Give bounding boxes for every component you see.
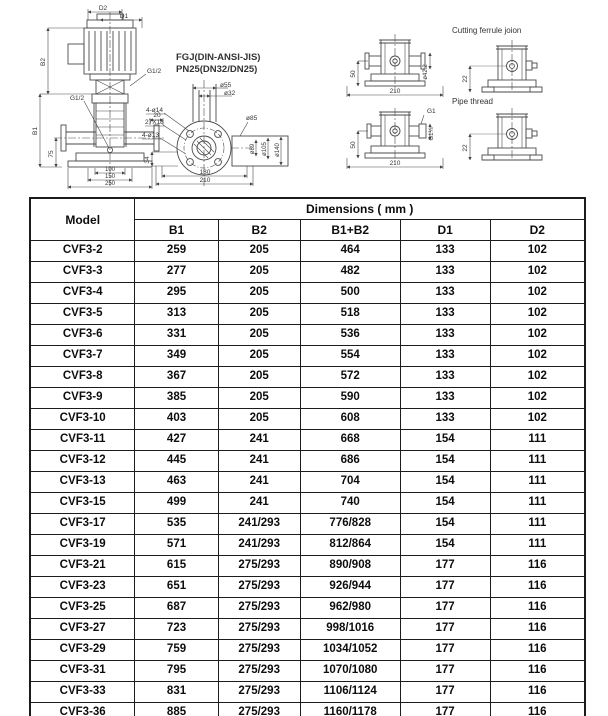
- b1b2-cell: 740: [300, 493, 400, 514]
- d1-cell: 177: [400, 640, 490, 661]
- b2-cell: 275/293: [218, 640, 300, 661]
- d2-cell: 102: [490, 388, 585, 409]
- dim-label-4o13: 4-ø13: [142, 132, 159, 139]
- b1-cell: 463: [135, 472, 218, 493]
- column-header-b2: B2: [218, 220, 300, 241]
- b1-cell: 723: [135, 619, 218, 640]
- table-row: [30, 262, 585, 283]
- b1b2-cell: 482: [300, 262, 400, 283]
- b1-cell: 535: [135, 514, 218, 535]
- d2-cell: 102: [490, 304, 585, 325]
- dim-label-c50: 50: [350, 141, 357, 149]
- table-row: [30, 556, 585, 577]
- table-row: [30, 493, 585, 514]
- d2-cell: 111: [490, 514, 585, 535]
- d1-cell: 154: [400, 535, 490, 556]
- b2-cell: 205: [218, 283, 300, 304]
- dimensions-table: [29, 197, 586, 716]
- table-row: [30, 409, 585, 430]
- d1-cell: 133: [400, 346, 490, 367]
- b1b2-cell: 704: [300, 472, 400, 493]
- d2-cell: 111: [490, 493, 585, 514]
- b1-cell: 651: [135, 577, 218, 598]
- table-row: [30, 325, 585, 346]
- dim-label-150: 150: [104, 174, 116, 180]
- model-cell: CVF3-31: [30, 661, 135, 682]
- b1-cell: 277: [135, 262, 218, 283]
- technical-drawings: [0, 0, 608, 197]
- model-cell: CVF3-36: [30, 703, 135, 716]
- column-header-b1: B1: [135, 220, 218, 241]
- model-cell: CVF3-7: [30, 346, 135, 367]
- dim-label-o89: ø89: [250, 143, 256, 155]
- d2-cell: 116: [490, 598, 585, 619]
- b1b2-cell: 776/828: [300, 514, 400, 535]
- dim-label-g1quarter: G1¼: [429, 127, 435, 141]
- b2-cell: 205: [218, 409, 300, 430]
- table-row: [30, 472, 585, 493]
- model-cell: CVF3-33: [30, 682, 135, 703]
- table-row: [30, 661, 585, 682]
- d1-cell: 133: [400, 283, 490, 304]
- b2-cell: 241: [218, 430, 300, 451]
- b2-cell: 205: [218, 346, 300, 367]
- table-row: [30, 703, 585, 716]
- dimensions-header: Dimensions ( mm ): [135, 198, 585, 220]
- d1-cell: 177: [400, 556, 490, 577]
- dim-label-75: 75: [48, 150, 55, 158]
- d2-cell: 102: [490, 367, 585, 388]
- dim-label-d22: 22: [462, 144, 469, 152]
- dim-label-o42: ø42.2: [423, 64, 429, 80]
- table-row: [30, 598, 585, 619]
- d1-cell: 177: [400, 619, 490, 640]
- b1b2-cell: 890/908: [300, 556, 400, 577]
- dim-label-b22: 22: [462, 75, 469, 83]
- d1-cell: 154: [400, 451, 490, 472]
- model-cell: CVF3-15: [30, 493, 135, 514]
- dim-label-o105: ø105: [262, 142, 268, 156]
- d2-cell: 111: [490, 451, 585, 472]
- dim-label-g-half-mid: G1/2: [70, 95, 85, 102]
- dim-label-o85: ø85: [246, 115, 258, 122]
- d1-cell: 177: [400, 661, 490, 682]
- d1-cell: 133: [400, 388, 490, 409]
- d2-cell: 116: [490, 703, 585, 716]
- model-cell: CVF3-23: [30, 577, 135, 598]
- b1b2-cell: 572: [300, 367, 400, 388]
- b1-cell: 615: [135, 556, 218, 577]
- model-cell: CVF3-9: [30, 388, 135, 409]
- dim-label-20: 20: [153, 112, 161, 119]
- cutting-ferrule-title: Cutting ferrule joion: [452, 26, 522, 35]
- table-row: [30, 367, 585, 388]
- b1-cell: 385: [135, 388, 218, 409]
- d2-cell: 116: [490, 556, 585, 577]
- table-row: [30, 619, 585, 640]
- model-cell: CVF3-27: [30, 619, 135, 640]
- b2-cell: 205: [218, 241, 300, 262]
- model-cell: CVF3-21: [30, 556, 135, 577]
- b1-cell: 331: [135, 325, 218, 346]
- d1-cell: 133: [400, 241, 490, 262]
- dimensions-table-header: [30, 198, 585, 241]
- b2-cell: 205: [218, 304, 300, 325]
- b1b2-cell: 1034/1052: [300, 640, 400, 661]
- d1-cell: 177: [400, 598, 490, 619]
- b1b2-cell: 1106/1124: [300, 682, 400, 703]
- b1b2-cell: 998/1016: [300, 619, 400, 640]
- table-row: [30, 535, 585, 556]
- flange-title-line2: PN25(DN32/DN25): [176, 64, 258, 75]
- model-cell: CVF3-5: [30, 304, 135, 325]
- d1-cell: 177: [400, 577, 490, 598]
- b1b2-cell: 554: [300, 346, 400, 367]
- dim-label-180: 180: [199, 169, 211, 176]
- model-cell: CVF3-8: [30, 367, 135, 388]
- b2-cell: 275/293: [218, 556, 300, 577]
- table-row: [30, 241, 585, 262]
- table-row: [30, 682, 585, 703]
- dim-label-b2: B2: [40, 58, 47, 66]
- d1-cell: 133: [400, 409, 490, 430]
- table-row: [30, 430, 585, 451]
- dim-label-o140: ø140: [275, 143, 281, 157]
- d1-cell: 177: [400, 682, 490, 703]
- b1b2-cell: 590: [300, 388, 400, 409]
- d2-cell: 111: [490, 430, 585, 451]
- d1-cell: 133: [400, 262, 490, 283]
- b2-cell: 275/293: [218, 703, 300, 716]
- b1b2-cell: 464: [300, 241, 400, 262]
- table-row: [30, 304, 585, 325]
- dim-label-g1: G1: [427, 108, 436, 115]
- dim-label-c210: 210: [389, 160, 401, 167]
- table-row: [30, 451, 585, 472]
- b2-cell: 241: [218, 451, 300, 472]
- b1-cell: 313: [135, 304, 218, 325]
- b1-cell: 445: [135, 451, 218, 472]
- d2-cell: 111: [490, 472, 585, 493]
- b2-cell: 205: [218, 262, 300, 283]
- table-row: [30, 283, 585, 304]
- b2-cell: 241/293: [218, 535, 300, 556]
- b1-cell: 795: [135, 661, 218, 682]
- dim-label-o55: ø55: [220, 82, 232, 89]
- b2-cell: 275/293: [218, 619, 300, 640]
- b1-cell: 349: [135, 346, 218, 367]
- dim-label-4o14: 4-ø14: [146, 107, 163, 114]
- table-row: [30, 577, 585, 598]
- b1-cell: 687: [135, 598, 218, 619]
- dim-label-250: 250: [104, 181, 116, 187]
- dim-label-27x18: 27X18: [145, 119, 164, 126]
- d1-cell: 177: [400, 703, 490, 716]
- d1-cell: 133: [400, 304, 490, 325]
- model-cell: CVF3-29: [30, 640, 135, 661]
- b1b2-cell: 518: [300, 304, 400, 325]
- b2-cell: 275/293: [218, 577, 300, 598]
- b2-cell: 275/293: [218, 598, 300, 619]
- model-cell: CVF3-2: [30, 241, 135, 262]
- flange-view-drawing: [142, 80, 288, 188]
- model-cell: CVF3-11: [30, 430, 135, 451]
- b2-cell: 275/293: [218, 661, 300, 682]
- b2-cell: 241/293: [218, 514, 300, 535]
- column-header-d1: D1: [400, 220, 490, 241]
- table-row: [30, 346, 585, 367]
- d2-cell: 102: [490, 283, 585, 304]
- model-column-header: Model: [30, 198, 135, 241]
- d1-cell: 154: [400, 514, 490, 535]
- d1-cell: 133: [400, 367, 490, 388]
- d2-cell: 102: [490, 262, 585, 283]
- b1-cell: 831: [135, 682, 218, 703]
- dim-label-a50: 50: [350, 70, 357, 78]
- b1b2-cell: 536: [300, 325, 400, 346]
- dim-label-g-half-top: G1/2: [147, 68, 162, 75]
- b1b2-cell: 926/944: [300, 577, 400, 598]
- d2-cell: 116: [490, 577, 585, 598]
- b1b2-cell: 686: [300, 451, 400, 472]
- b2-cell: 205: [218, 367, 300, 388]
- d1-cell: 154: [400, 493, 490, 514]
- b1b2-cell: 962/980: [300, 598, 400, 619]
- b2-cell: 205: [218, 325, 300, 346]
- b1b2-cell: 668: [300, 430, 400, 451]
- dim-label-34: 34: [144, 156, 151, 164]
- b1-cell: 403: [135, 409, 218, 430]
- dim-label-d2: D2: [98, 5, 108, 12]
- d2-cell: 116: [490, 619, 585, 640]
- b1-cell: 367: [135, 367, 218, 388]
- b1-cell: 885: [135, 703, 218, 716]
- dim-label-a210: 210: [389, 88, 401, 95]
- model-cell: CVF3-6: [30, 325, 135, 346]
- model-cell: CVF3-19: [30, 535, 135, 556]
- b1-cell: 759: [135, 640, 218, 661]
- b2-cell: 241: [218, 493, 300, 514]
- flange-title-line1: FGJ(DIN-ANSI-JIS): [176, 52, 261, 63]
- b2-cell: 275/293: [218, 682, 300, 703]
- b1b2-cell: 1070/1080: [300, 661, 400, 682]
- table-row: [30, 514, 585, 535]
- dim-label-210-flange: 210: [199, 177, 211, 184]
- b1-cell: 571: [135, 535, 218, 556]
- d2-cell: 116: [490, 682, 585, 703]
- d1-cell: 154: [400, 472, 490, 493]
- b1b2-cell: 1160/1178: [300, 703, 400, 716]
- d2-cell: 102: [490, 409, 585, 430]
- table-row: [30, 388, 585, 409]
- column-header-d2: D2: [490, 220, 585, 241]
- model-cell: CVF3-17: [30, 514, 135, 535]
- b1-cell: 499: [135, 493, 218, 514]
- model-cell: CVF3-13: [30, 472, 135, 493]
- table-row: [30, 640, 585, 661]
- d1-cell: 133: [400, 325, 490, 346]
- d2-cell: 111: [490, 535, 585, 556]
- model-cell: CVF3-12: [30, 451, 135, 472]
- dim-label-100: 100: [104, 167, 116, 173]
- b2-cell: 241: [218, 472, 300, 493]
- pipe-thread-title: Pipe thread: [452, 97, 493, 106]
- model-cell: CVF3-4: [30, 283, 135, 304]
- column-header-b1b2: B1+B2: [300, 220, 400, 241]
- variant-sketches-drawing: [347, 34, 542, 169]
- b1-cell: 427: [135, 430, 218, 451]
- b1-cell: 259: [135, 241, 218, 262]
- model-cell: CVF3-10: [30, 409, 135, 430]
- model-cell: CVF3-25: [30, 598, 135, 619]
- d2-cell: 102: [490, 346, 585, 367]
- d1-cell: 154: [400, 430, 490, 451]
- d2-cell: 116: [490, 661, 585, 682]
- dim-label-d1: D1: [119, 13, 129, 20]
- model-cell: CVF3-3: [30, 262, 135, 283]
- b1b2-cell: 500: [300, 283, 400, 304]
- d2-cell: 116: [490, 640, 585, 661]
- dim-label-b1: B1: [32, 127, 39, 135]
- b2-cell: 205: [218, 388, 300, 409]
- b1b2-cell: 608: [300, 409, 400, 430]
- drawings-svg: [0, 0, 608, 197]
- b1-cell: 295: [135, 283, 218, 304]
- d2-cell: 102: [490, 241, 585, 262]
- dimensions-table-body: [30, 241, 585, 716]
- b1b2-cell: 812/864: [300, 535, 400, 556]
- dim-label-o32: ø32: [224, 90, 236, 97]
- d2-cell: 102: [490, 325, 585, 346]
